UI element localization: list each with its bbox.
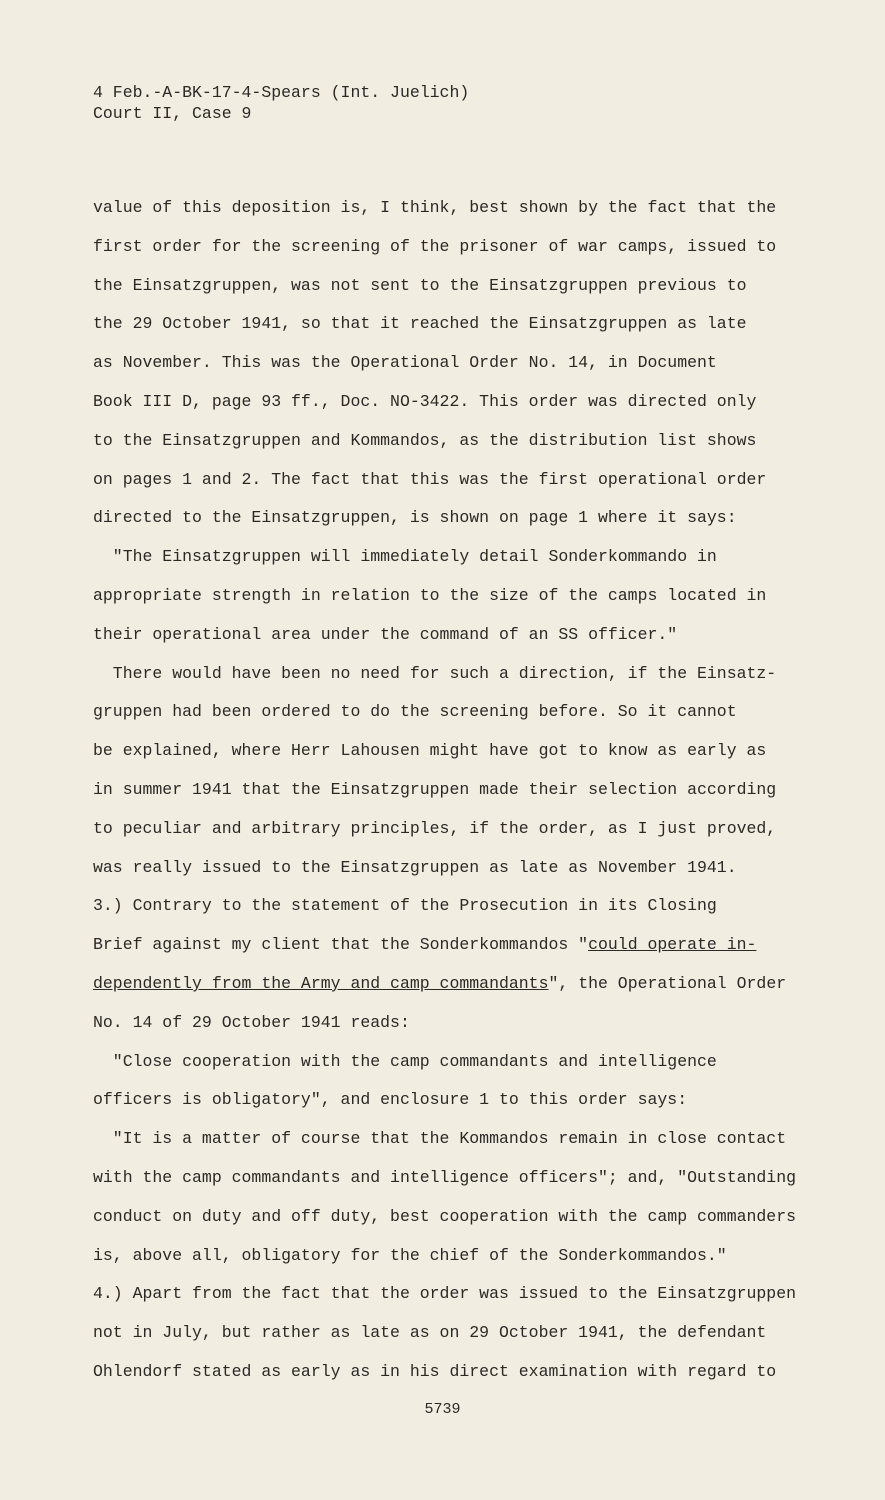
document-header — [93, 82, 469, 124]
body-line: not in July, but rather as late as on 29 October 1941, the defendant — [93, 1323, 767, 1343]
underlined-quote: could operate in- — [588, 935, 757, 955]
body-line: the 29 October 1941, so that it reached the Einsatzgruppen as late — [93, 314, 747, 334]
body-line: There would have been no need for such a direction, if the Einsatz- — [93, 663, 777, 683]
body-line: No. 14 of 29 October 1941 reads: — [93, 1012, 410, 1032]
quote-line: "Close cooperation with the camp commandants and intelligence — [93, 1051, 717, 1071]
quote-line: is, above all, obligatory for the chief of the Sonderkommandos." — [93, 1245, 727, 1265]
header-line-2: Court II, Case 9 — [93, 104, 252, 123]
page-number: 5739 — [424, 1401, 461, 1418]
body-line: as November. This was the Operational Order No. 14, in Document — [93, 353, 717, 373]
body-line: be explained, where Herr Lahousen might have got to know as early as — [93, 741, 767, 761]
line-text: ", the Operational Order — [548, 973, 787, 993]
quote-line: appropriate strength in relation to the size of the camps located in — [93, 585, 767, 605]
body-line: gruppen had been ordered to do the screening before. So it cannot — [93, 702, 737, 722]
line-text: Brief against my client that the Sonderkommandos " — [93, 935, 589, 955]
underlined-quote: dependently from the Army and camp commandants — [93, 973, 549, 993]
quote-line: "The Einsatzgruppen will immediately detail Sonderkommando in — [93, 547, 717, 567]
body-line: Book III D, page 93 ff., Doc. NO-3422. This order was directed only — [93, 391, 757, 411]
quote-line: "It is a matter of course that the Kommandos remain in close contact — [93, 1129, 787, 1149]
body-line: first order for the screening of the prisoner of war camps, issued to — [93, 236, 777, 256]
quote-line: conduct on duty and off duty, best cooperation with the camp commanders — [93, 1206, 797, 1226]
body-line: Ohlendorf stated as early as in his direct examination with regard to — [93, 1361, 777, 1381]
body-line: directed to the Einsatzgruppen, is shown on page 1 where it says: — [93, 508, 737, 528]
body-line-underlined — [93, 972, 793, 1011]
body-line: on pages 1 and 2. The fact that this was the first operational order — [93, 469, 767, 489]
quote-line: officers is obligatory", and enclosure 1 to this order says: — [93, 1090, 688, 1110]
body-line: value of this deposition is, I think, best shown by the fact that the — [93, 198, 777, 217]
body-line-underlined — [93, 933, 793, 972]
header-line-1: 4 Feb.-A-BK-17-4-Spears (Int. Juelich) — [93, 83, 470, 102]
body-line: was really issued to the Einsatzgruppen as late as November 1941. — [93, 857, 737, 877]
body-line: to the Einsatzgruppen and Kommandos, as the distribution list shows — [93, 430, 757, 450]
document-body — [93, 196, 797, 1399]
body-line: in summer 1941 that the Einsatzgruppen made their selection according — [93, 779, 777, 799]
quote-line: with the camp commandants and intelligence officers"; and, "Outstanding — [93, 1167, 797, 1187]
body-line: the Einsatzgruppen, was not sent to the Einsatzgruppen previous to — [93, 275, 747, 295]
body-line: to peculiar and arbitrary principles, if the order, as I just proved, — [93, 818, 777, 838]
body-line: 3.) Contrary to the statement of the Prosecution in its Closing — [93, 896, 717, 916]
quote-line: their operational area under the command of an SS officer." — [93, 624, 678, 644]
body-line: 4.) Apart from the fact that the order was issued to the Einsatzgruppen — [93, 1284, 797, 1304]
